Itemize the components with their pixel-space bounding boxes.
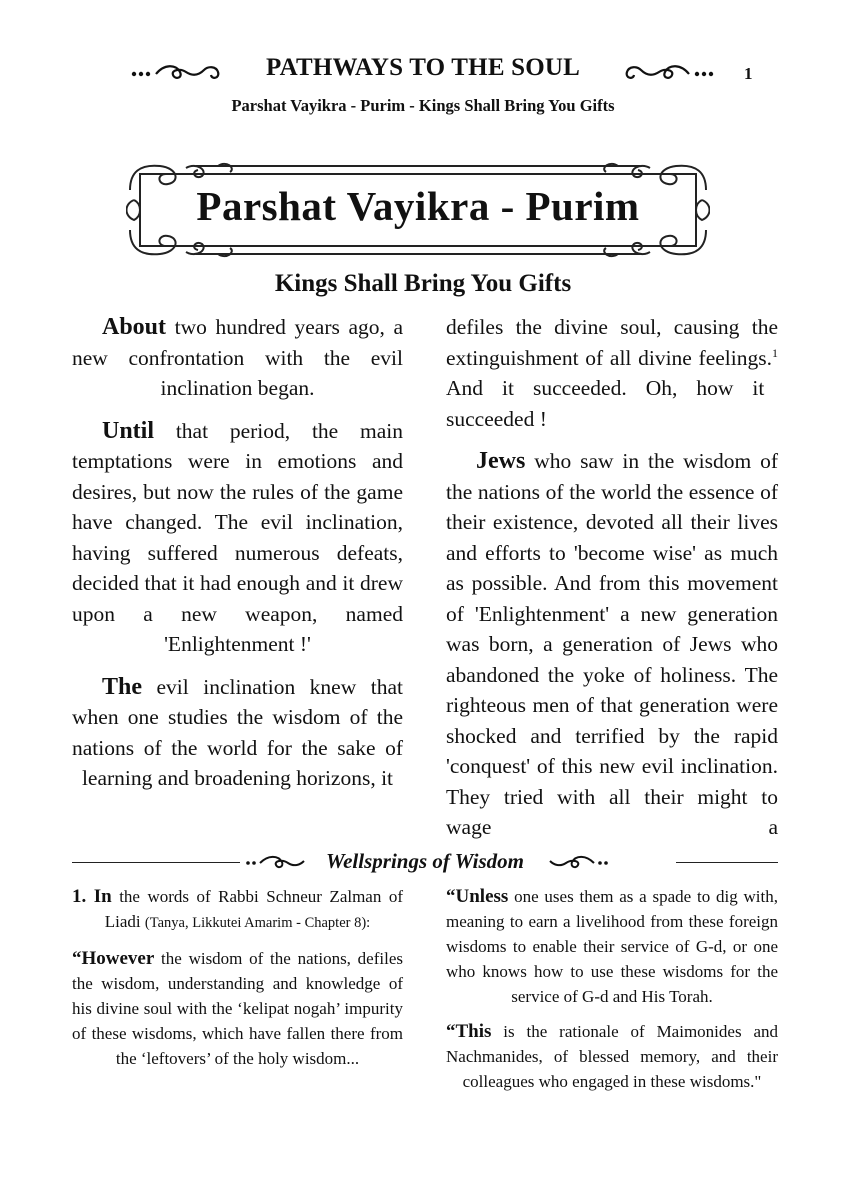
body-column-left xyxy=(72,312,403,806)
footnote-lead: In xyxy=(93,886,112,907)
quote-lead: “This xyxy=(446,1021,492,1042)
paragraph-text: defiles the divine soul, causing the extinguishment of all divine feelings. xyxy=(446,315,778,370)
page-title: Parshat Vayikra - Purim xyxy=(196,183,640,229)
paragraph-text: two hundred years ago, a new confrontation with the evil inclination began. xyxy=(72,315,403,400)
footnote-column-left xyxy=(72,884,403,1081)
scroll-ornament-right-icon xyxy=(622,58,717,82)
swirl-ornament-right-icon xyxy=(546,853,610,871)
footnote-citation: (Tanya, Likkutei Amarim - Chapter 8): xyxy=(144,915,371,931)
page-subtitle: Kings Shall Bring You Gifts xyxy=(274,270,572,297)
paragraph-text: that period, the main temptations were in emotions and desires, but now the rules of the game have changed. The evil inclination, having suffered numerous defeats, decided that it had enough and it drew upon a new weapon, named 'Enlightenment !' xyxy=(72,418,403,656)
quote-lead: “However xyxy=(72,948,155,969)
quote xyxy=(446,1019,778,1094)
quote-text: is the rationale of Maimonides and Nachmanides, of blessed memory, and their colleagues who engaged in these wisdoms." xyxy=(446,1022,778,1091)
quote-text: the wisdom of the nations, defiles the wisdom, understanding and knowledge of his divine soul with the ‘kelipat nogah’ impurity of these wisdoms, which have fallen there from the ‘leftovers’ of the holy wisdom... xyxy=(72,949,403,1068)
quote-lead: “Unless xyxy=(446,886,509,907)
paragraph-text: who saw in the wisdom of the nations of the world the essence of their existence, devoted all their lives and efforts to 'become wise' as much as possible. And from this movement of 'Enlightenment' a new generation was born, a generation of Jews who abandoned the yoke of holiness. The righteous men of that generation were shocked and terrified by the rapid 'conquest' of this new evil inclination. They tried with all their might to wage a xyxy=(446,449,778,839)
footnote-column-right xyxy=(446,884,778,1104)
paragraph xyxy=(72,312,403,404)
page-number: 1 xyxy=(744,64,753,83)
quote xyxy=(72,946,403,1071)
body-column-right xyxy=(446,312,778,855)
wellsprings-heading: Wellsprings of Wisdom xyxy=(326,849,524,873)
title-frame xyxy=(126,160,710,260)
footnote xyxy=(72,884,403,936)
paragraph-lead: About xyxy=(102,314,167,340)
paragraph-text: And it succeeded. Oh, how it succeeded ! xyxy=(446,376,765,431)
running-header xyxy=(0,52,846,92)
paragraph xyxy=(72,672,403,794)
paragraph xyxy=(446,446,778,843)
paragraph xyxy=(72,416,403,660)
paragraph-lead: Jews xyxy=(476,448,526,474)
wellsprings-divider xyxy=(72,848,778,874)
running-header-title: PATHWAYS TO THE SOUL xyxy=(265,54,581,81)
paragraph-lead: Until xyxy=(102,417,155,444)
paragraph-lead: The xyxy=(102,673,143,700)
quote xyxy=(446,884,778,1009)
footnote-text: the words of Rabbi Schneur Zalman of Liadi xyxy=(104,887,404,931)
paragraph-continued xyxy=(446,312,778,434)
paragraph-text: evil inclination knew that when one studies the wisdom of the nations of the world for the sake of learning and broadening horizons, it xyxy=(72,674,403,790)
divider-line xyxy=(676,862,778,863)
quote-text: one uses them as a spade to dig with, meaning to earn a livelihood from these foreign wisdoms to enable their service of G-d, or one who knows how to use these wisdoms for the service of G-d and His Torah. xyxy=(446,887,778,1006)
running-header-subtitle: Parshat Vayikra - Purim - Kings Shall Bring You Gifts xyxy=(231,96,615,115)
footnote-number: 1. xyxy=(72,886,87,907)
footnote-reference[interactable]: 1 xyxy=(772,345,778,360)
